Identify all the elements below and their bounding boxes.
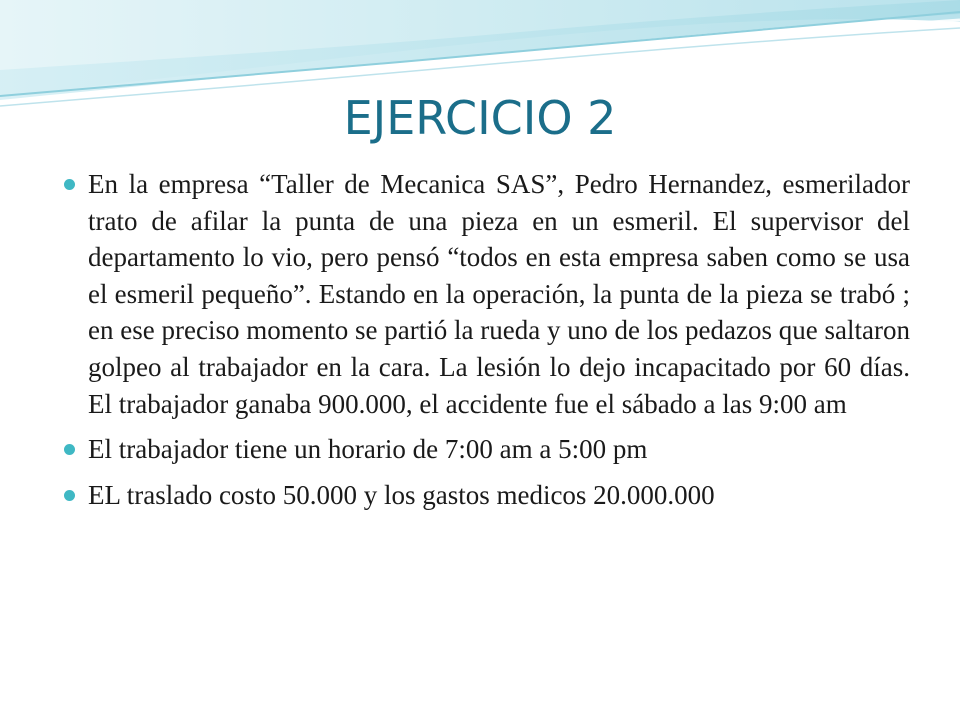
bullet-text: En la empresa “Taller de Mecanica SAS”, Pedro Hernandez, esmerilador trato de afilar la punta de una pieza en un esmeril. El supervisor del departamento lo vio, pero pensó “todos en esta empresa saben como se usa el esmeril pequeño”. Estando en la operación, la punta de la pieza se trabó ; en ese preciso momento se partió la rueda y uno de los pedazos que saltaron golpeo al trabajador en la cara. La lesión lo dejo incapacitado por 60 días. El trabajador ganaba 900.000, el accidente fue el sábado a las 9:00 am — [88, 169, 910, 419]
bullet-item-work-schedule — [64, 431, 910, 468]
bullet-item-costs — [64, 477, 910, 514]
slide-title: EJERCICIO 2 — [343, 91, 617, 145]
bullet-text: El trabajador tiene un horario de 7:00 am a 5:00 pm — [88, 434, 648, 465]
bullet-dot-icon — [64, 444, 75, 455]
bullet-text: EL traslado costo 50.000 y los gastos medicos 20.000.000 — [88, 479, 715, 510]
bullet-dot-icon — [64, 179, 75, 190]
bullet-dot-icon — [64, 490, 75, 501]
bullet-list — [64, 166, 910, 522]
bullet-item-case-description — [64, 166, 910, 422]
